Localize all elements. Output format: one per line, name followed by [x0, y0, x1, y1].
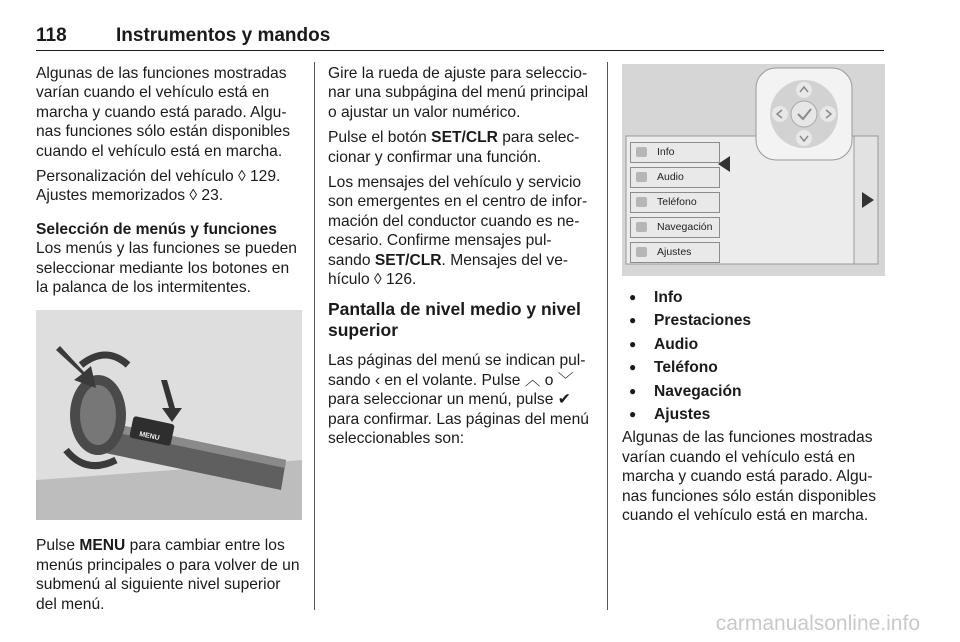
display-menu-item: Info	[630, 142, 720, 163]
menu-button-label: MENU	[138, 431, 161, 443]
section-heading: Selección de menús y funciones	[36, 220, 277, 238]
audio-icon	[636, 172, 647, 182]
display-menu-illustration	[622, 64, 885, 276]
column-middle	[328, 64, 594, 455]
watermark: carmanualsonline.info	[715, 612, 920, 635]
paragraph: Los menús y las funciones se pueden seleccionar mediante los botones en la palanca de los intermitentes.	[36, 240, 297, 297]
list-item: ● Prestaciones	[622, 309, 888, 332]
info-icon	[636, 147, 647, 157]
paragraph	[36, 167, 302, 206]
turn-signal-lever-illustration	[36, 310, 302, 520]
set-clr-button-ref: SET/CLR	[431, 129, 498, 147]
display-menu-item: Audio	[630, 167, 720, 188]
list-item: ● Audio	[622, 333, 888, 356]
paragraph: Algunas de las funciones mostradas varían cuando el vehículo está en marcha y cuando está parado. Algu-nas funciones sólo están disponibles cuando el vehículo está en marcha.	[622, 429, 876, 525]
column-right	[622, 64, 888, 531]
paragraph: Las páginas del menú se indican pul-sando ‹ en el volante. Pulse ︿ o ﹀ para seleccionar un menú, pulse ✔ para confirmar. Las páginas del menú seleccionables son:	[328, 352, 589, 448]
list-item: ● Navegación	[622, 380, 888, 403]
paragraph: Pulse el botón SET/CLR para selec-cionar y confirmar una función.	[328, 129, 580, 166]
menu-pages-list	[622, 286, 888, 426]
column-divider	[607, 62, 608, 610]
list-item: ● Info	[622, 286, 888, 309]
paragraph: Los mensajes del vehículo y servicio son emergentes en el centro de infor-mación del conductor cuando es ne-cesario. Confirme mensajes pul-sando SET/CLR. Mensajes del ve-hículo ◊ 126.	[328, 174, 588, 289]
phone-icon	[636, 197, 647, 207]
page-title: Instrumentos y mandos	[116, 25, 331, 46]
column-divider	[314, 62, 315, 610]
display-menu-item: Navegación	[630, 217, 720, 238]
paragraph: Gire la rueda de ajuste para seleccio-nar una subpágina del menú principal o ajustar un valor numérico.	[328, 65, 589, 121]
display-menu-item: Teléfono	[630, 192, 720, 213]
list-item: ● Ajustes	[622, 403, 888, 426]
paragraph: Algunas de las funciones mostradas varían cuando el vehículo está en marcha y cuando está parado. Algu-nas funciones sólo están disponibles cuando el vehículo está en marcha.	[36, 65, 290, 160]
set-clr-button-ref: SET/CLR	[374, 251, 442, 269]
section-heading: Pantalla de nivel medio y nivel superior	[328, 299, 581, 341]
column-left	[36, 64, 302, 620]
lever-drawing	[36, 310, 302, 520]
settings-icon	[636, 247, 647, 257]
cross-reference: Personalización del vehículo ◊ 129.	[36, 168, 281, 186]
display-menu-list	[630, 142, 720, 267]
cross-reference: Ajustes memorizados ◊ 23.	[36, 187, 224, 205]
navigation-icon	[636, 222, 647, 232]
paragraph: Pulse MENU para cambiar entre los menús principales o para volver de un submenú al siguiente nivel superior del menú.	[36, 537, 300, 613]
page-header	[36, 24, 884, 51]
list-item: ● Teléfono	[622, 356, 888, 379]
display-menu-item: Ajustes	[630, 242, 720, 263]
menu-button-ref: MENU	[79, 537, 126, 555]
page-number: 118	[36, 25, 67, 46]
